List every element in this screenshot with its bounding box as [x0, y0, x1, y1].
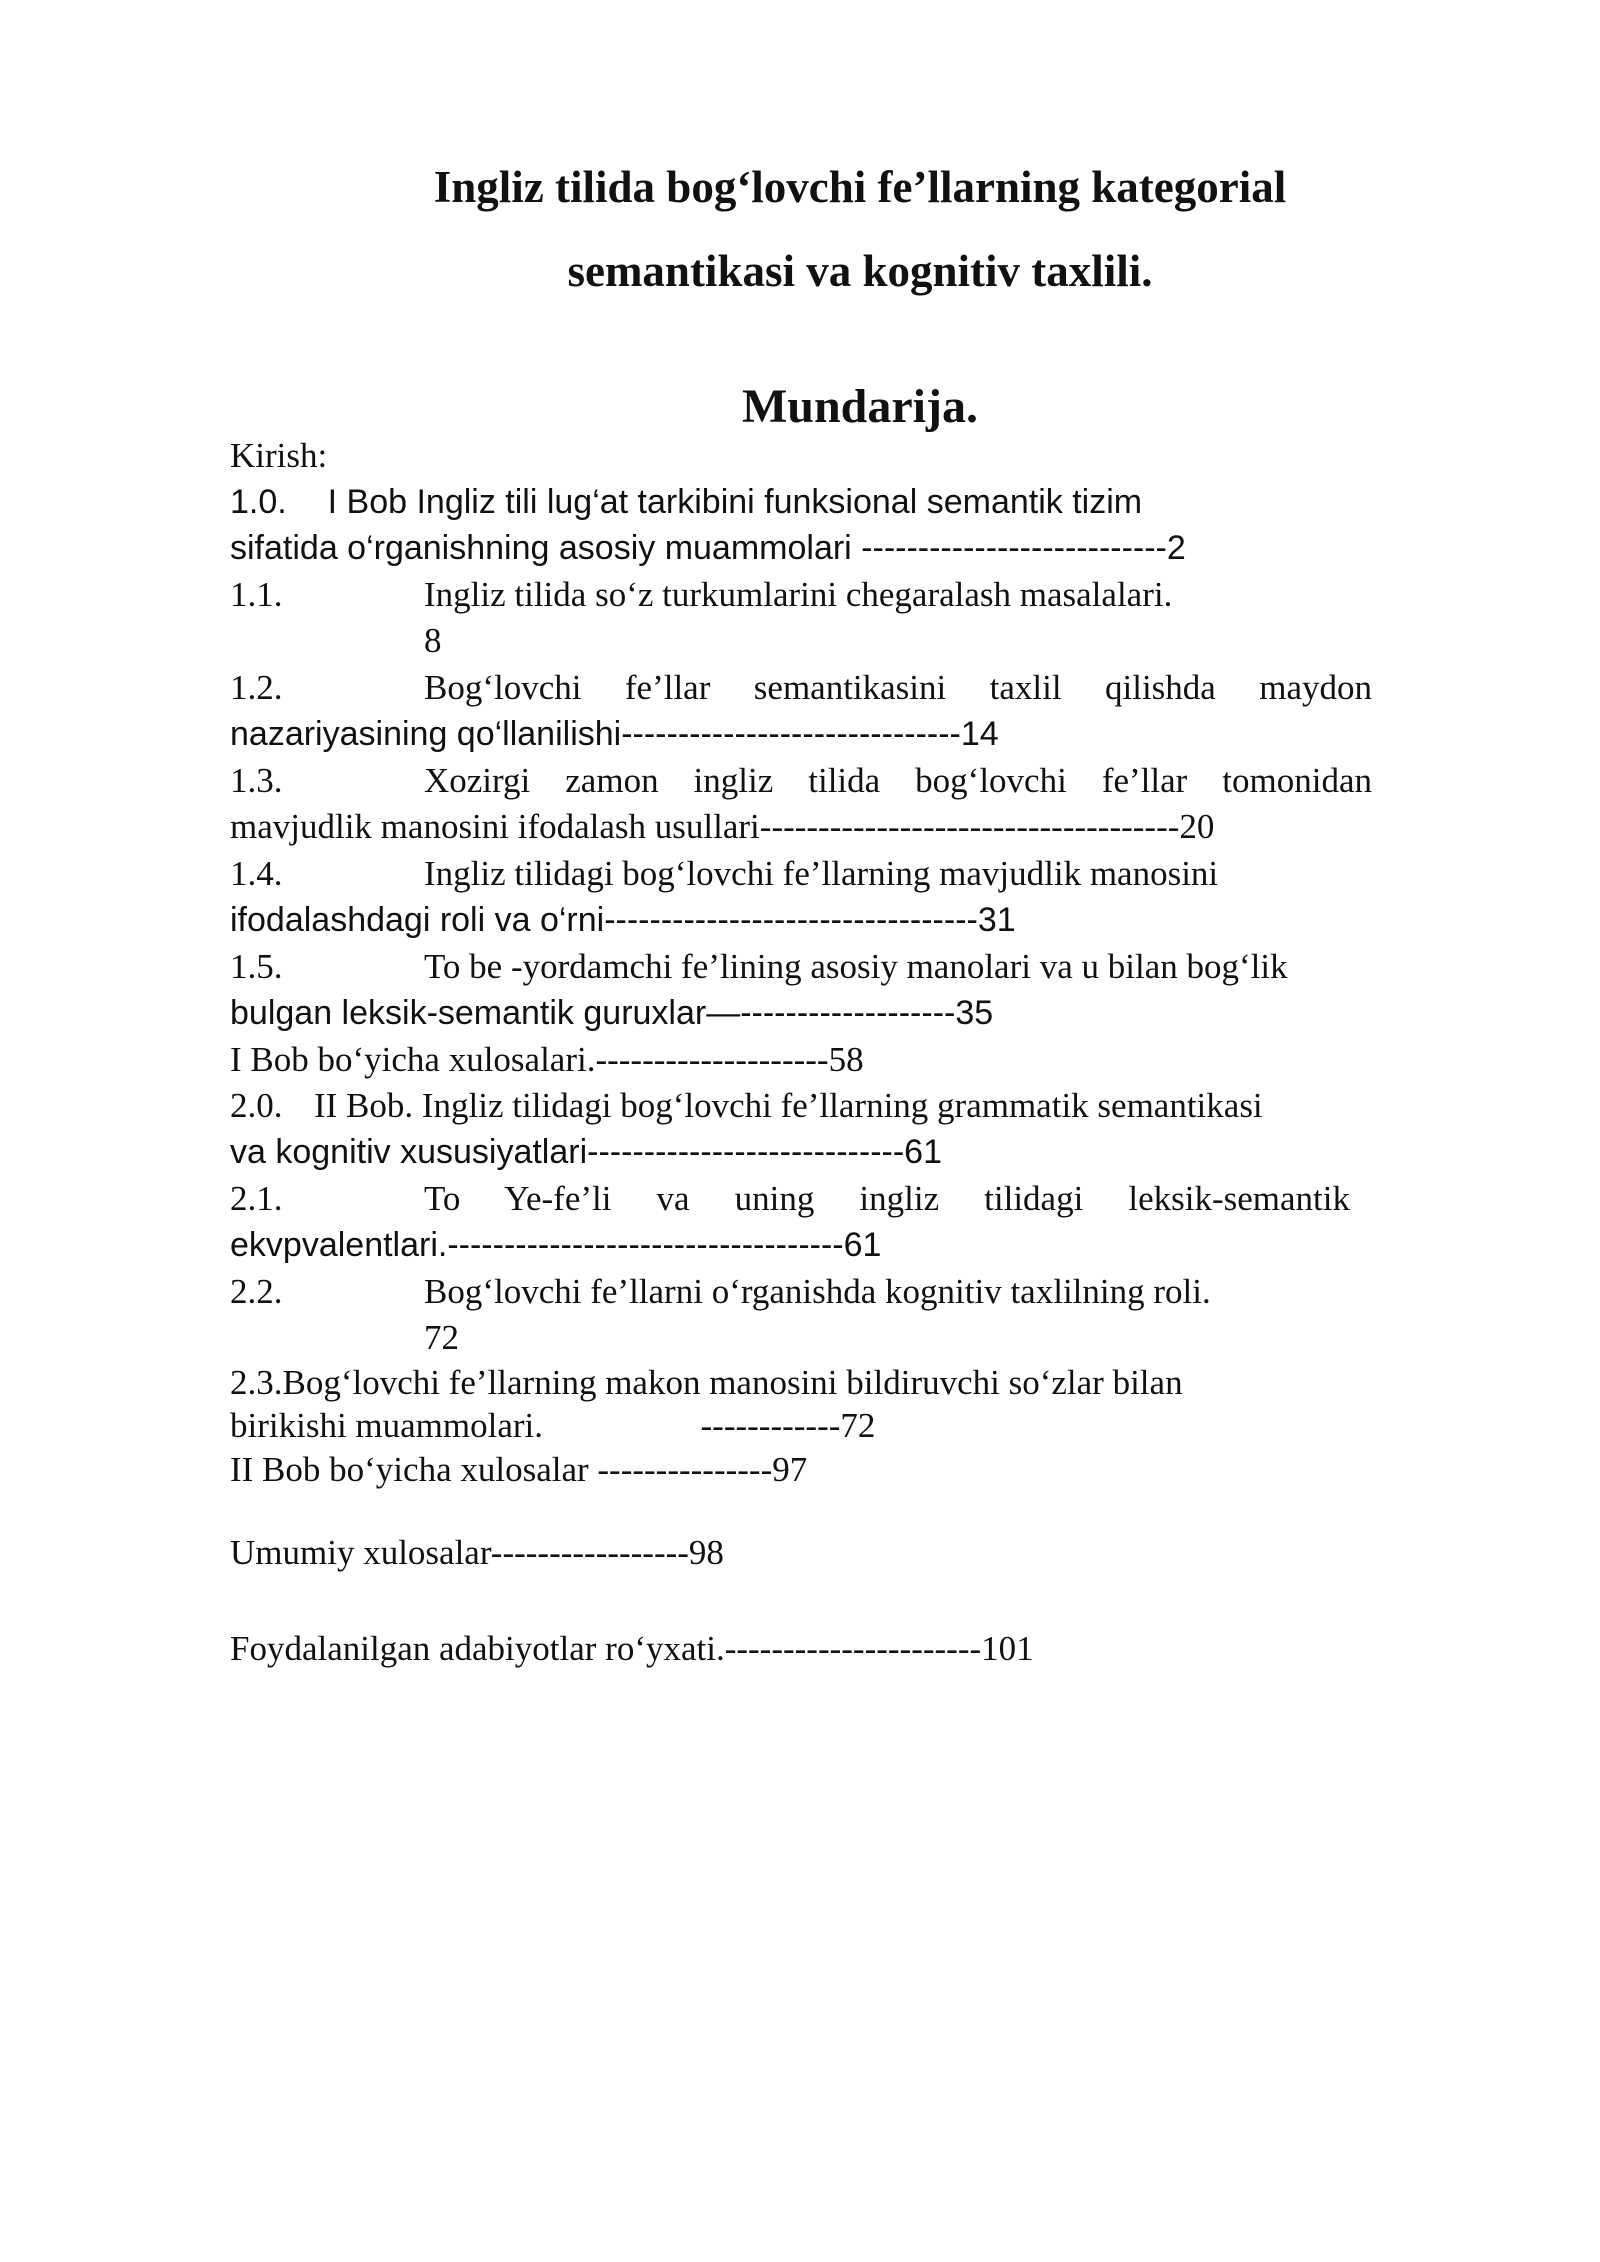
toc-entry-2-3-line1: 2.3.Bog‘lovchi fe’llarning makon manosini bildiruvchi so‘zlar bilan	[230, 1363, 1183, 1402]
toc-entry-chapter2-conclusions: II Bob bo‘yicha xulosalar ---------------97	[230, 1450, 808, 1489]
toc-entry-text: To Ye-fe’li va uning ingliz tilidagi leksik-semantik	[424, 1179, 1350, 1218]
toc-entry-general-conclusions: Umumiy xulosalar-----------------98	[230, 1533, 724, 1572]
title-line-1: Ingliz tilida bog‘lovchi fe’llarning kategorial	[433, 162, 1287, 212]
toc-entry-1-4-line1	[230, 851, 1218, 897]
toc-entry-1-0-line2: sifatida o‘rganishning asosiy muammolari ---------------------------2	[230, 529, 1186, 567]
toc-entry-text: Xozirgi zamon ingliz tilida bog‘lovchi fe’llar tomonidan	[424, 761, 1372, 800]
toc-entry-1-3-line2: mavjudlik manosini ifodalash usullari------------------------------------20	[230, 807, 1215, 846]
toc-entry-text: Ingliz tilida so‘z turkumlarini chegaralash masalalari.	[424, 575, 1173, 614]
toc-entry-1-1-page: 8	[424, 621, 442, 660]
toc-entry-chapter1-conclusions: I Bob bo‘yicha xulosalari.--------------------58	[230, 1040, 864, 1079]
toc-intro-label: Kirish:	[230, 436, 328, 475]
toc-entry-1-2-line1	[230, 665, 1372, 711]
toc-entry-number: 1.3.	[230, 761, 283, 800]
toc-entry-1-1-line1	[230, 572, 1172, 618]
toc-entry-1-2-line2: nazariyasining qo‘llanilishi------------------------------14	[230, 715, 999, 753]
toc-entry-text: I Bob Ingliz tili lug‘at tarkibini funksional semantik tizim	[327, 483, 1143, 521]
toc-entry-1-3-line1	[230, 758, 1372, 804]
toc-entry-2-0-line2: va kognitiv xususiyatlari----------------------------61	[230, 1133, 942, 1171]
toc-heading: Mundarija.	[741, 380, 978, 433]
toc-entry-1-5-line2: bulgan leksik-semantik guruxlar—-------------------35	[230, 994, 994, 1032]
toc-entry-text: Ingliz tilidagi bog‘lovchi fe’llarning mavjudlik manosini	[424, 854, 1219, 893]
toc-entry-2-2-page: 72	[424, 1318, 459, 1357]
toc-entry-text: Bog‘lovchi fe’llarni o‘rganishda kognitiv taxlilning roli.	[424, 1272, 1211, 1311]
toc-entry-number: 2.1.	[230, 1179, 283, 1218]
toc-entry-number: 2.0.	[230, 1086, 283, 1125]
toc-entry-2-0-line1	[230, 1083, 1263, 1129]
toc-entry-number: 1.4.	[230, 854, 283, 893]
document-title	[0, 145, 1600, 313]
toc-entry-2-2-line1	[230, 1269, 1211, 1315]
toc-entry-number: 1.2.	[230, 668, 283, 707]
toc-entry-text: To be -yordamchi fe’lining asosiy manolari va u bilan bog‘lik	[424, 947, 1288, 986]
toc-entry-2-1-line1	[230, 1176, 1350, 1222]
toc-entry-2-1-line2: ekvpvalentlari.-----------------------------------61	[230, 1226, 882, 1264]
title-line-2: semantikasi va kognitiv taxlili.	[567, 246, 1153, 296]
toc-entry-number: 2.2.	[230, 1272, 283, 1311]
toc-entry-text: Bog‘lovchi fe’llar semantikasini taxlil qilishda maydon	[424, 668, 1372, 707]
toc-entry-number: 1.0.	[230, 483, 287, 521]
toc-entry-page-leader: ------------72	[700, 1406, 876, 1445]
toc-entry-1-4-line2: ifodalashdagi roli va o‘rni---------------------------------31	[230, 901, 1016, 939]
toc-entry-number: 1.1.	[230, 575, 283, 614]
toc-entry-references: Foydalanilgan adabiyotlar ro‘yxati.----------------------101	[230, 1629, 1034, 1668]
toc-entry-text: II Bob. Ingliz tilidagi bog‘lovchi fe’llarning grammatik semantikasi	[314, 1086, 1263, 1125]
toc-entry-1-0-line1	[230, 479, 1142, 525]
toc-entry-2-3-line2	[230, 1404, 875, 1450]
toc-entry-1-5-line1	[230, 944, 1288, 990]
toc-entry-text: birikishi muammolari.	[230, 1406, 544, 1445]
toc-entry-number: 1.5.	[230, 947, 283, 986]
